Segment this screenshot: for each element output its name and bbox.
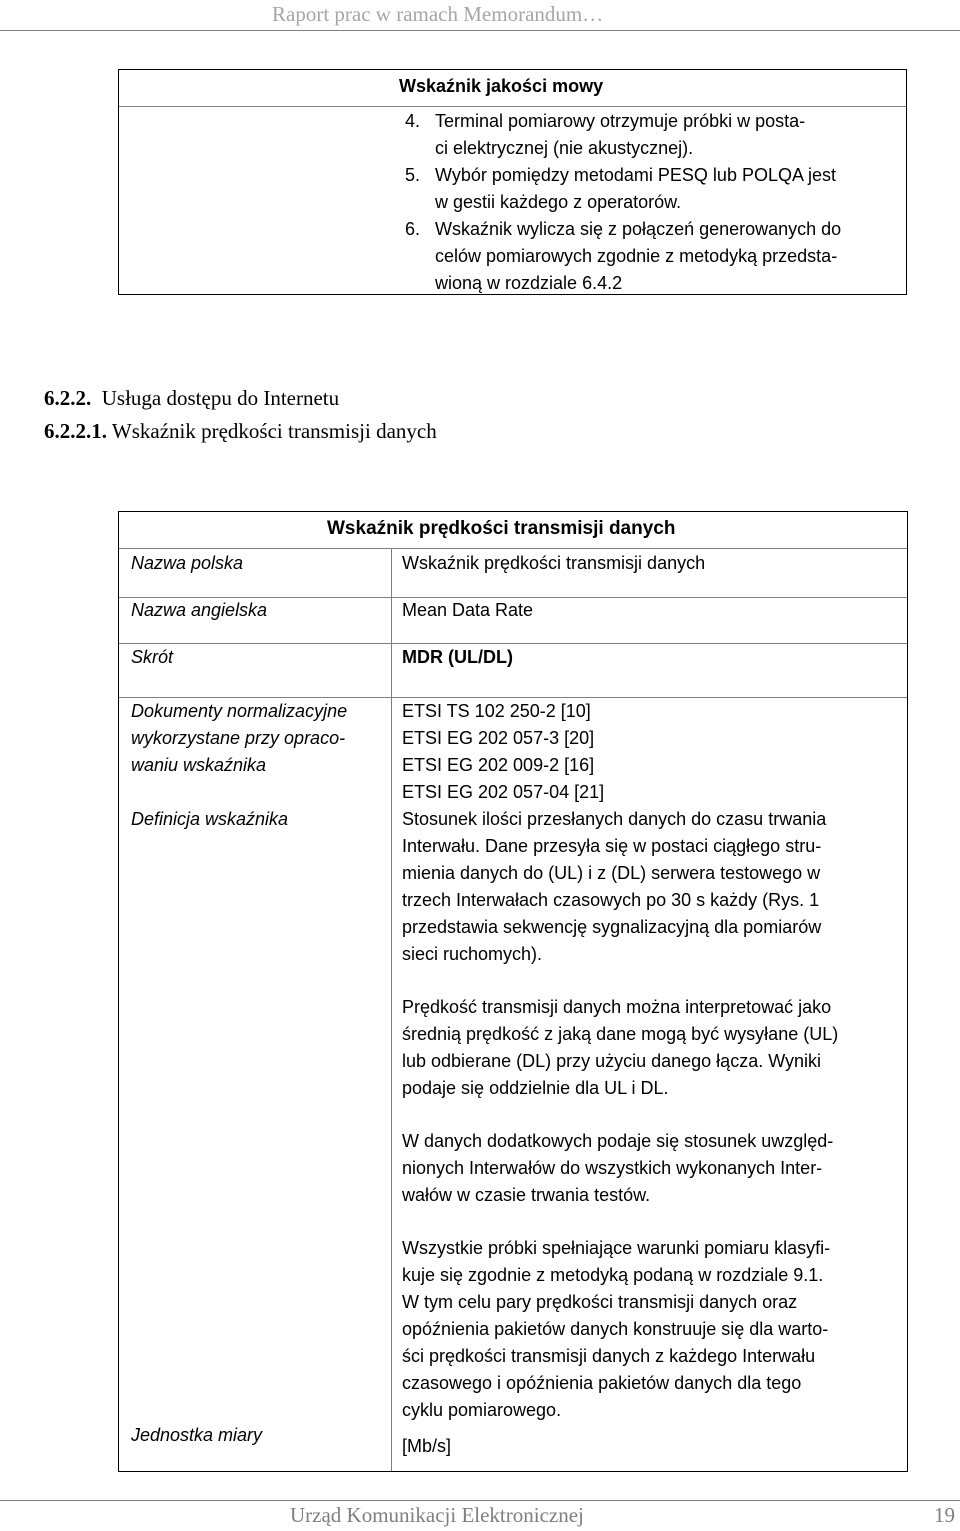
value-unit: [Mb/s] bbox=[402, 1436, 452, 1456]
column-divider bbox=[391, 548, 392, 1471]
label-documents bbox=[131, 698, 381, 779]
text-line: sieci ruchomych). bbox=[402, 944, 543, 964]
speech-quality-table bbox=[118, 69, 907, 295]
value-polish-name: Wskaźnik prędkości transmisji danych bbox=[402, 553, 706, 573]
speech-quality-list bbox=[405, 108, 895, 297]
data-rate-table bbox=[118, 511, 908, 1472]
page-header bbox=[0, 0, 960, 31]
text-line: Interwału. Dane przesyła się w postaci ciągłego stru- bbox=[402, 836, 822, 856]
text-line: opóźnienia pakietów danych konstruuje się dla warto- bbox=[402, 1319, 829, 1339]
text-line: kuje się zgodnie z metodyką podaną w rozdziale 9.1. bbox=[402, 1265, 824, 1285]
label-unit: Jednostka miary bbox=[131, 1425, 263, 1445]
text-line: Stosunek ilości przesłanych danych do czasu trwania bbox=[402, 809, 827, 829]
text-line: Wszystkie próbki spełniające warunki pomiaru klasyfi- bbox=[402, 1238, 831, 1258]
value-definition bbox=[402, 806, 892, 1424]
text-line: przedstawia sekwencję sygnalizacyjną dla pomiarów bbox=[402, 917, 822, 937]
list-line: w gestii każdego z operatorów. bbox=[435, 192, 682, 212]
table-divider bbox=[119, 106, 906, 107]
list-item bbox=[405, 108, 895, 162]
list-line: wioną w rozdziale 6.4.2 bbox=[435, 273, 623, 293]
definition-paragraph bbox=[402, 806, 892, 968]
list-line: ci elektrycznej (nie akustycznej). bbox=[435, 138, 694, 158]
speech-quality-title: Wskaźnik jakości mowy bbox=[399, 76, 604, 96]
text-line: wałów w czasie trwania testów. bbox=[402, 1185, 651, 1205]
table-divider bbox=[119, 548, 907, 549]
text-line: ści prędkości transmisji danych z każdego Interwału bbox=[402, 1346, 816, 1366]
text-line: czasowego i opóźnienia pakietów danych dla tego bbox=[402, 1373, 802, 1393]
list-item bbox=[405, 162, 895, 216]
definition-paragraph bbox=[402, 1128, 892, 1209]
document-ref: ETSI TS 102 250-2 [10] bbox=[402, 701, 591, 721]
text-line: W tym celu pary prędkości transmisji danych oraz bbox=[402, 1292, 798, 1312]
list-line: Terminal pomiarowy otrzymuje próbki w posta- bbox=[435, 111, 806, 131]
text-line: Prędkość transmisji danych można interpretować jako bbox=[402, 997, 832, 1017]
list-line: celów pomiarowych zgodnie z metodyką przedsta- bbox=[435, 246, 838, 266]
text-line: średnią prędkość z jaką dane mogą być wysyłane (UL) bbox=[402, 1024, 839, 1044]
header-title: Raport prac w ramach Memorandum… bbox=[272, 2, 604, 26]
label-line: Dokumenty normalizacyjne bbox=[131, 701, 348, 721]
footer-divider bbox=[0, 1500, 960, 1501]
list-line: Wybór pomiędzy metodami PESQ lub POLQA jest bbox=[435, 165, 837, 185]
list-line: Wskaźnik wylicza się z połączeń generowanych do bbox=[435, 219, 842, 239]
definition-paragraph bbox=[402, 994, 892, 1102]
text-line: trzech Interwałach czasowych po 30 s każdy (Rys. 1 bbox=[402, 890, 820, 910]
label-definition: Definicja wskaźnika bbox=[131, 809, 289, 829]
subsection-number: 6.2.2.1. bbox=[44, 419, 107, 443]
list-number: 4. bbox=[405, 111, 421, 131]
definition-paragraph bbox=[402, 1235, 892, 1424]
footer-organization: Urząd Komunikacji Elektronicznej bbox=[290, 1503, 584, 1527]
value-english-name: Mean Data Rate bbox=[402, 600, 534, 620]
document-ref: ETSI EG 202 057-3 [20] bbox=[402, 728, 595, 748]
text-line: W danych dodatkowych podaje się stosunek uwzględ- bbox=[402, 1131, 834, 1151]
section-heading bbox=[44, 386, 339, 411]
text-line: nionych Interwałów do wszystkich wykonanych Inter- bbox=[402, 1158, 823, 1178]
list-number: 6. bbox=[405, 219, 421, 239]
subsection-title: Wskaźnik prędkości transmisji danych bbox=[111, 419, 437, 443]
label-abbreviation: Skrót bbox=[131, 647, 174, 667]
table-title: Wskaźnik prędkości transmisji danych bbox=[327, 518, 676, 539]
text-line: mienia danych do (UL) i z (DL) serwera testowego w bbox=[402, 863, 821, 883]
document-ref: ETSI EG 202 009-2 [16] bbox=[402, 755, 595, 775]
section-title: Usługa dostępu do Internetu bbox=[101, 386, 340, 410]
value-documents bbox=[402, 698, 892, 806]
list-item bbox=[405, 216, 895, 297]
text-line: podaje się oddzielnie dla UL i DL. bbox=[402, 1078, 669, 1098]
document-ref: ETSI EG 202 057-04 [21] bbox=[402, 782, 605, 802]
list-number: 5. bbox=[405, 165, 421, 185]
label-english-name: Nazwa angielska bbox=[131, 600, 268, 620]
section-number: 6.2.2. bbox=[44, 386, 92, 410]
label-polish-name: Nazwa polska bbox=[131, 553, 244, 573]
label-line: wykorzystane przy opraco- bbox=[131, 728, 346, 748]
subsection-heading bbox=[44, 419, 437, 444]
page-number: 19 bbox=[934, 1503, 955, 1527]
text-line: cyklu pomiarowego. bbox=[402, 1400, 562, 1420]
label-line: waniu wskaźnika bbox=[131, 755, 267, 775]
text-line: lub odbierane (DL) przy użyciu danego łącza. Wyniki bbox=[402, 1051, 822, 1071]
value-abbreviation: MDR (UL/DL) bbox=[402, 647, 513, 667]
